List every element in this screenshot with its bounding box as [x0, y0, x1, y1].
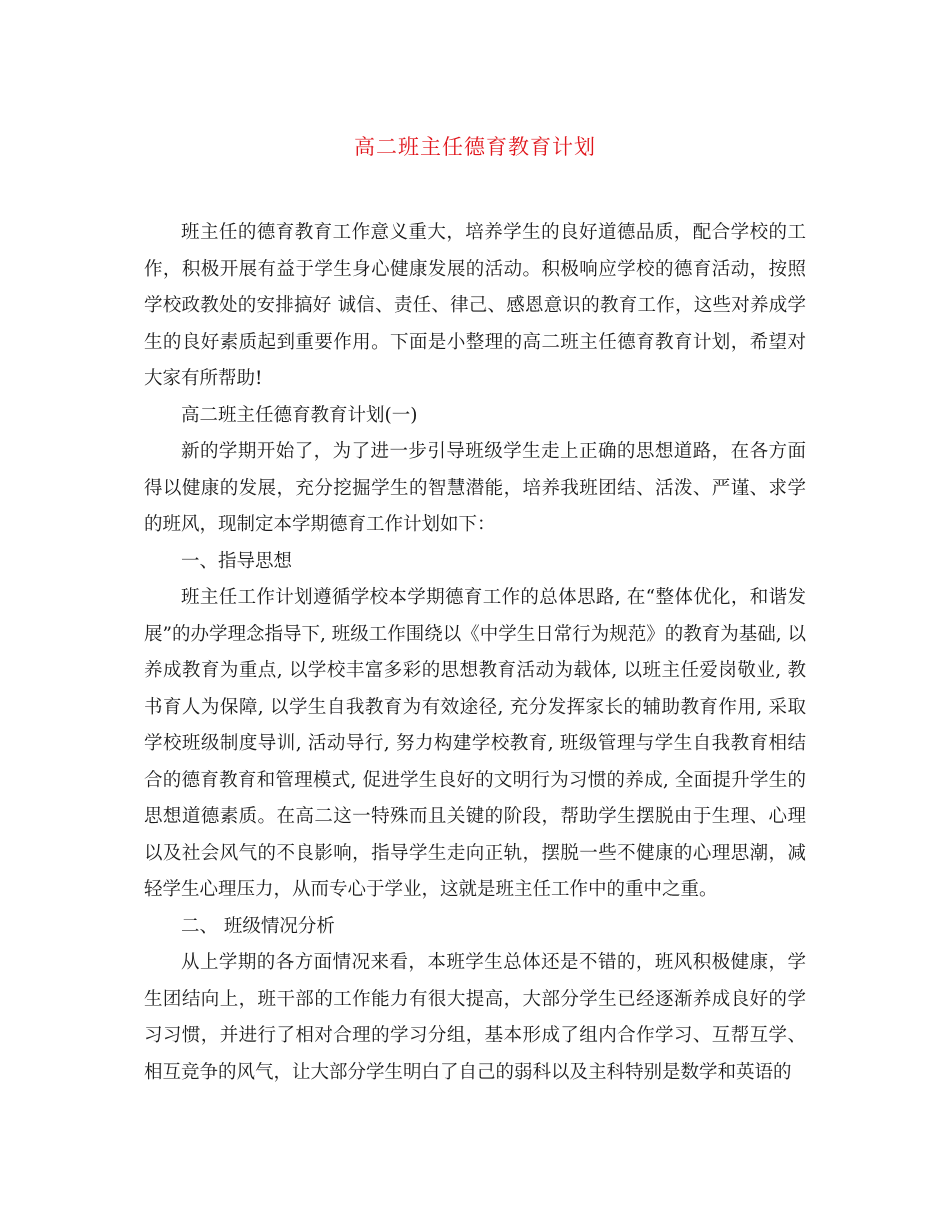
document-title: 高二班主任德育教育计划 [354, 135, 596, 159]
section-heading-class-analysis: 二、 班级情况分析 [181, 915, 335, 937]
section-heading-guiding-thought: 一、指导思想 [181, 550, 293, 572]
paragraph-guiding-thought: 班主任工作计划遵循学校本学期德育工作的总体思路, 在“整体优化，和谐发展”的办学理念指导下, 班级工作围绕以《中学生日常行为规范》的教育为基础, 以养成教育为重点, 以学校丰富多彩的思想教育活动为载体, 以班主任爱岗敬业, 教书育人为保障, 以学生自我教育为有效途径, 充分发挥家长的辅助教育作用, 采取学校班级制度导训, 活动导行, 努力构建学校教育, 班级管理与学生自我教育相结合的德育教育和管理模式, 促进学生良好的文明行为习惯的养成, 全面提升学生的思想道德素质。在高二这一特殊而且关键的阶段，帮助学生摆脱由于生理、心理以及社会风气的不良影响，指导学生走向正轨，摆脱一些不健康的心理思潮，减轻学生心理压力，从而专心于学业，这就是班主任工作中的重中之重。 [144, 587, 806, 900]
document-body [144, 215, 806, 1091]
paragraph-intro: 班主任的德育教育工作意义重大，培养学生的良好道德品质，配合学校的工作，积极开展有益于学生身心健康发展的活动。积极响应学校的德育活动，按照学校政教处的安排搞好 诚信、责任、律己、感恩意识的教育工作，这些对养成学生的良好素质起到重要作用。下面是小整理的高二班主任德育教育计划，希望对大家有所帮助! [144, 222, 806, 389]
paragraph-class-analysis: 从上学期的各方面情况来看，本班学生总体还是不错的，班风积极健康，学生团结向上，班干部的工作能力有很大提高，大部分学生已经逐渐养成良好的学习习惯，并进行了相对合理的学习分组，基本形成了组内合作学习、互帮互学、相互竞争的风气，让大部分学生明白了自己的弱科以及主科特别是数学和英语的 [144, 952, 806, 1083]
paragraph-opening: 新的学期开始了，为了进一步引导班级学生走上正确的思想道路，在各方面得以健康的发展，充分挖掘学生的智慧潜能，培养我班团结、活泼、严谨、求学的班风，现制定本学期德育工作计划如下： [144, 441, 806, 535]
section-heading-plan-one: 高二班主任德育教育计划(一) [181, 404, 418, 426]
